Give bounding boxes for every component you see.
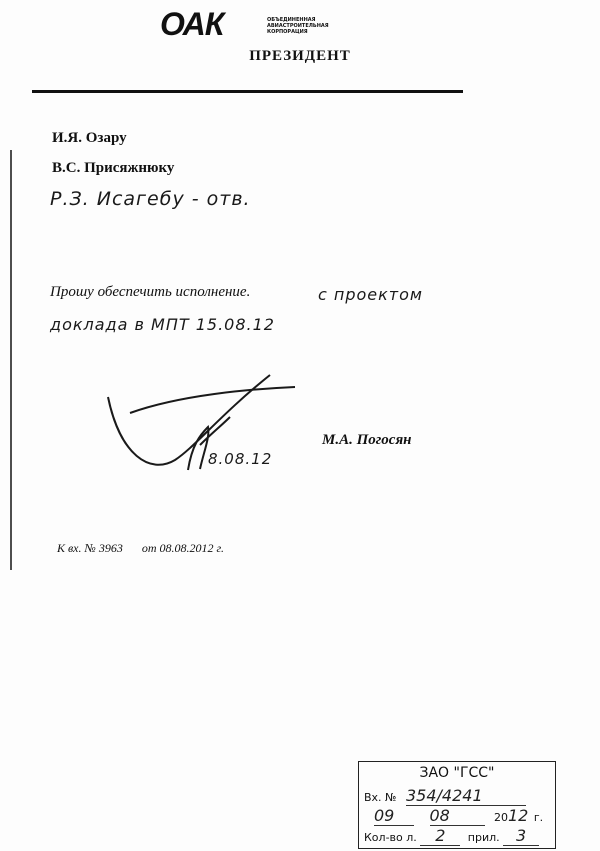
stamp-month: 08 bbox=[430, 806, 485, 826]
addressee-2: В.С. Присяжнюку bbox=[52, 160, 175, 176]
incoming-reference bbox=[57, 541, 240, 556]
reference-number: К вх. № 3963 bbox=[57, 541, 123, 555]
handwritten-signature-date: 8.08.12 bbox=[208, 450, 273, 468]
stamp-day: 09 bbox=[374, 806, 414, 826]
stamp-count: 2 bbox=[420, 826, 460, 846]
header-divider bbox=[32, 90, 463, 93]
stamp-count-row: Кол-во л. 2 прил. 3 bbox=[364, 826, 539, 846]
stamp-year: 12 bbox=[508, 806, 529, 825]
logo-caption: ОБЪЕДИНЕННАЯ АВИАСТРОИТЕЛЬНАЯ КОРПОРАЦИЯ bbox=[267, 17, 329, 35]
stamp-date-row: 09 08 2012 г. bbox=[374, 806, 544, 825]
resolution-text: Прошу обеспечить исполнение. bbox=[50, 284, 251, 300]
stamp-in-number-row: Вх. № 354/4241 bbox=[364, 786, 526, 806]
handwritten-addressee-note: Р.З. Исагебу - отв. bbox=[50, 188, 251, 210]
logo-mark: ОАК bbox=[160, 6, 224, 42]
stamp-organization: ЗАО "ГСС" bbox=[419, 765, 495, 781]
handwritten-instruction: с проектом доклада в МПТ 15.08.12 bbox=[50, 285, 423, 334]
scan-edge-line bbox=[10, 150, 12, 570]
addressee-1: И.Я. Озару bbox=[52, 130, 127, 146]
document-title: ПРЕЗИДЕНТ bbox=[249, 48, 351, 64]
stamp-in-number: 354/4241 bbox=[406, 786, 526, 806]
signer-name: М.А. Погосян bbox=[322, 432, 412, 448]
registration-stamp bbox=[358, 761, 556, 849]
reference-date: от 08.08.2012 г. bbox=[141, 541, 225, 555]
stamp-attachments: 3 bbox=[503, 826, 539, 846]
uac-logo bbox=[160, 6, 345, 42]
